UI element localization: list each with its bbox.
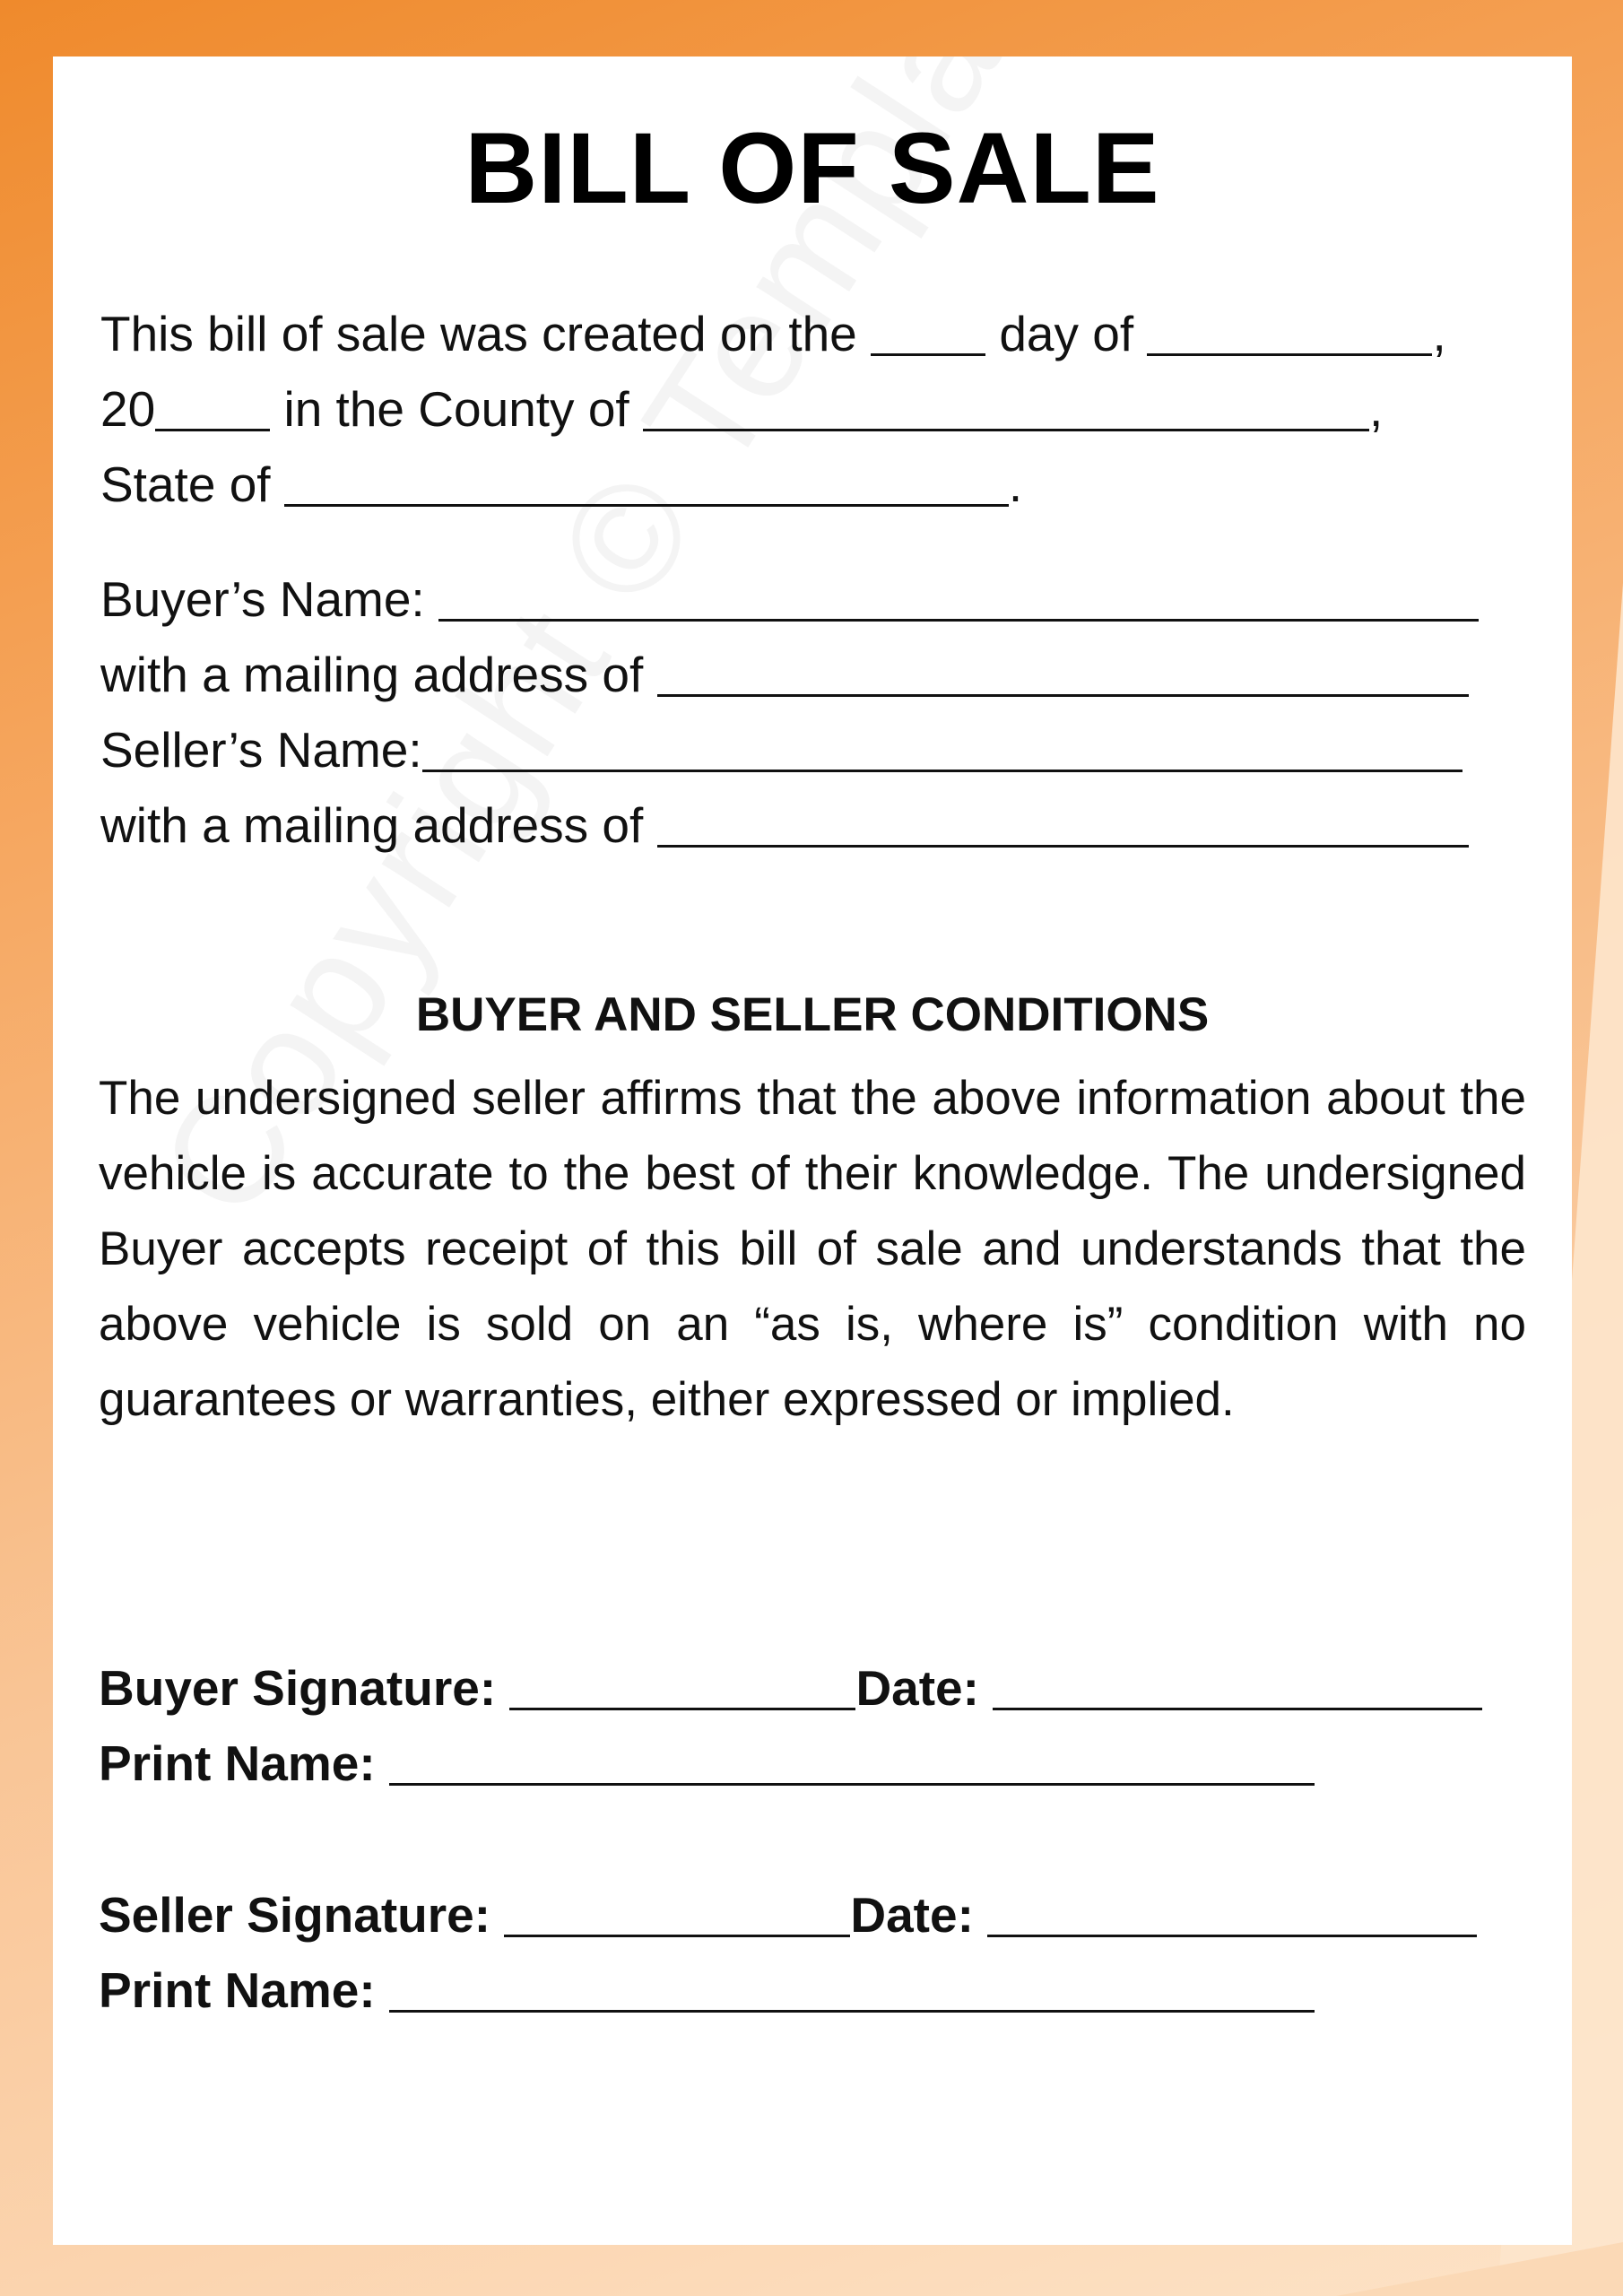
seller-signature-label: Seller Signature: xyxy=(99,1887,505,1943)
intro-text: This bill of sale was created on the xyxy=(100,306,872,361)
intro-text: , xyxy=(1369,381,1384,437)
buyer-address-line xyxy=(100,647,1469,702)
document-page xyxy=(53,57,1572,2245)
intro-text: State of xyxy=(100,457,284,512)
buyer-date-blank[interactable] xyxy=(993,1666,1482,1710)
conditions-paragraph: The undersigned seller affirms that the above information about the vehicle is accurate to the best of their knowledge. The undersigned Buyer accepts receipt of this bill of sale and understands that the above vehicle is sold on an “as is, where is” condition with no guarantees or warranties, either expressed or implied. xyxy=(99,1072,1526,1426)
intro-text: 20 xyxy=(100,381,156,437)
seller-name-line xyxy=(100,722,1462,778)
buyer-signature-blank[interactable] xyxy=(509,1666,855,1710)
seller-print-line xyxy=(99,1962,1315,2018)
buyer-name-label: Buyer’s Name: xyxy=(100,571,438,627)
buyer-print-blank[interactable] xyxy=(389,1742,1315,1786)
day-blank[interactable] xyxy=(871,312,985,356)
document-title: BILL OF SALE xyxy=(464,112,1160,224)
background-shape-bottom xyxy=(1336,2242,1623,2296)
intro-text: day of xyxy=(985,306,1148,361)
intro-line-1 xyxy=(100,306,1446,361)
buyer-print-line xyxy=(99,1735,1315,1791)
intro-text: . xyxy=(1008,457,1023,512)
buyer-address-label: with a mailing address of xyxy=(100,647,657,702)
month-blank[interactable] xyxy=(1147,312,1432,356)
seller-address-line xyxy=(100,797,1469,853)
seller-name-label: Seller’s Name: xyxy=(100,722,422,778)
seller-date-blank[interactable] xyxy=(987,1893,1477,1937)
buyer-address-blank[interactable] xyxy=(657,653,1469,697)
buyer-name-line xyxy=(100,571,1479,627)
seller-signature-blank[interactable] xyxy=(504,1893,850,1937)
seller-address-label: with a mailing address of xyxy=(100,797,657,853)
buyer-print-label: Print Name: xyxy=(99,1735,389,1791)
county-blank[interactable] xyxy=(643,387,1369,431)
buyer-name-blank[interactable] xyxy=(438,578,1479,622)
intro-text: , xyxy=(1432,306,1446,361)
conditions-heading: BUYER AND SELLER CONDITIONS xyxy=(415,988,1210,1041)
seller-name-blank[interactable] xyxy=(422,728,1462,772)
intro-text: in the County of xyxy=(270,381,643,437)
buyer-date-label: Date: xyxy=(855,1660,994,1716)
intro-line-2 xyxy=(100,381,1384,437)
seller-date-label: Date: xyxy=(850,1887,988,1943)
state-blank[interactable] xyxy=(284,463,1009,507)
seller-print-blank[interactable] xyxy=(389,1969,1315,2013)
seller-address-blank[interactable] xyxy=(657,804,1469,848)
buyer-signature-line xyxy=(99,1660,1482,1716)
seller-signature-line xyxy=(99,1887,1477,1943)
intro-line-3 xyxy=(100,457,1023,512)
seller-print-label: Print Name: xyxy=(99,1962,389,2018)
year-blank[interactable] xyxy=(155,387,270,431)
buyer-signature-label: Buyer Signature: xyxy=(99,1660,510,1716)
